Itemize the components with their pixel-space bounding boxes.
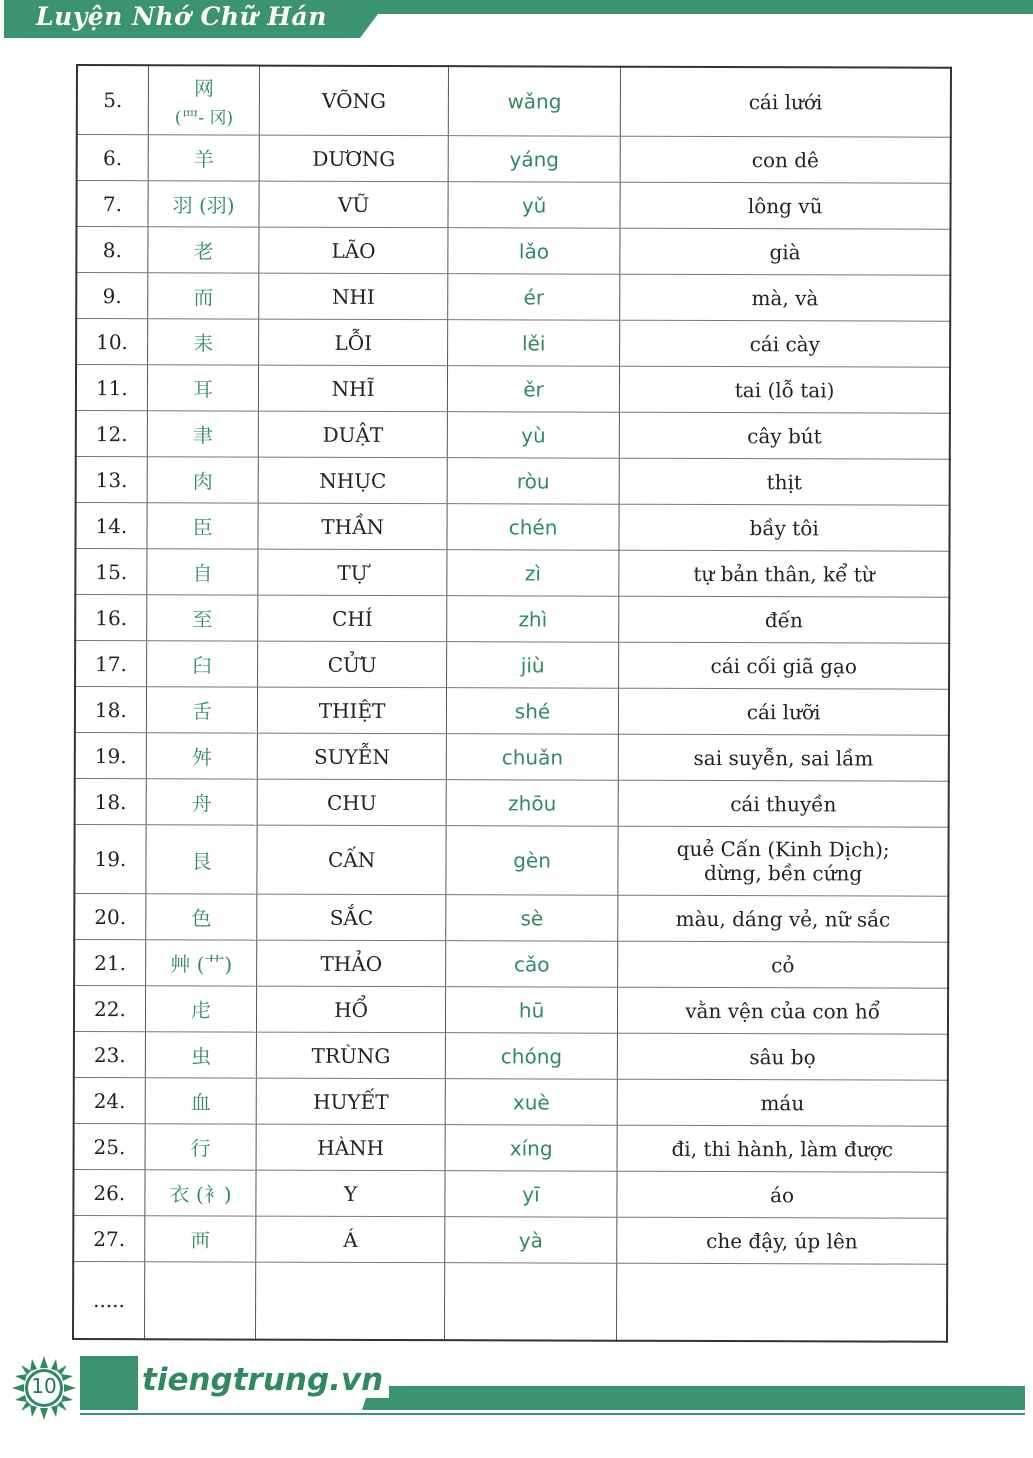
row-number: 19. — [74, 824, 146, 893]
table-row — [75, 641, 949, 690]
page-number: 10 — [31, 1374, 57, 1398]
row-number: 12. — [76, 411, 147, 457]
chinese-character: 虫 — [145, 1032, 257, 1078]
row-number: 10. — [76, 319, 147, 365]
meaning: máu — [617, 1079, 947, 1126]
row-number: 23. — [74, 1031, 145, 1077]
brand-logo: tiengtrung.vn — [140, 1362, 389, 1398]
sino-vietnamese-reading: DƯƠNG — [260, 135, 449, 182]
chinese-character-variant: (罒- 冈) — [174, 108, 234, 129]
sino-vietnamese-reading: TRÙNG — [257, 1032, 446, 1079]
sino-vietnamese-reading: HÀNH — [256, 1124, 445, 1171]
sino-vietnamese-reading: CẤN — [257, 825, 446, 895]
meaning: sai suyễn, sai lầm — [619, 734, 949, 781]
pinyin — [444, 1263, 617, 1341]
sino-vietnamese-reading: NHĨ — [259, 365, 448, 412]
meaning: con dê — [620, 136, 950, 183]
meaning: cái cày — [620, 320, 950, 367]
pinyin: shé — [446, 688, 619, 735]
chinese-character-main: 网 — [193, 76, 215, 101]
table-row — [76, 227, 950, 276]
pinyin: yà — [445, 1217, 618, 1264]
pinyin: lěi — [447, 320, 620, 367]
row-number: 8. — [76, 227, 147, 273]
sino-vietnamese-reading: Á — [256, 1216, 445, 1263]
table-row — [76, 365, 950, 414]
pinyin: yáng — [448, 136, 621, 183]
sino-vietnamese-reading: SẮC — [257, 894, 446, 941]
row-number: 14. — [75, 503, 146, 549]
table-row — [75, 778, 949, 827]
pinyin: chuǎn — [446, 734, 619, 781]
sino-vietnamese-reading: Y — [256, 1170, 445, 1217]
pinyin: jiù — [446, 642, 619, 689]
sino-vietnamese-reading: THIỆT — [258, 687, 447, 734]
pinyin: hū — [445, 987, 618, 1034]
chinese-character: 至 — [146, 595, 258, 641]
row-number: 13. — [76, 457, 147, 503]
chinese-character: 自 — [147, 549, 259, 595]
chinese-character: 血 — [145, 1078, 257, 1124]
table-row — [73, 1261, 947, 1341]
meaning-line: dừng, bền cứng — [703, 860, 863, 886]
meaning: cái thuyền — [618, 780, 948, 827]
table-row — [77, 65, 951, 137]
row-number: 17. — [75, 641, 146, 687]
sino-vietnamese-reading: HUYẾT — [257, 1078, 446, 1125]
sino-vietnamese-reading: TỰ — [258, 549, 447, 596]
chinese-character: 色 — [146, 894, 258, 940]
meaning: cỏ — [618, 941, 948, 988]
row-number: 22. — [74, 985, 145, 1031]
pinyin: sè — [446, 895, 619, 942]
chinese-character: 肉 — [147, 457, 259, 503]
table-row — [74, 1077, 948, 1126]
pinyin: yù — [447, 412, 620, 459]
meaning: màu, dáng vẻ, nữ sắc — [618, 895, 948, 942]
table-row — [76, 273, 950, 322]
chinese-character — [148, 65, 260, 135]
meaning: già — [620, 228, 950, 275]
table-row — [77, 135, 951, 184]
meaning — [617, 1263, 947, 1342]
meaning: cái lưới — [621, 67, 951, 138]
chinese-character: 羊 — [148, 135, 260, 181]
table-row — [75, 503, 949, 552]
sino-vietnamese-reading: LỖI — [259, 319, 448, 366]
footer — [0, 1350, 1033, 1430]
chinese-character: 而 — [147, 273, 259, 319]
meaning: thịt — [619, 458, 949, 505]
meaning: lông vũ — [620, 182, 950, 229]
table-row — [75, 687, 949, 736]
chinese-character: 行 — [145, 1124, 257, 1170]
sino-vietnamese-reading: HỔ — [257, 986, 446, 1033]
chinese-character: 臼 — [146, 641, 258, 687]
pinyin: zì — [447, 550, 620, 597]
chinese-character: 衣 (衤) — [145, 1170, 257, 1216]
row-number: 7. — [76, 181, 147, 227]
chinese-character: 艸 (艹) — [145, 940, 257, 986]
radical-table — [72, 64, 952, 1343]
meaning: đến — [619, 596, 949, 643]
pinyin: ér — [448, 274, 621, 321]
pinyin: zhì — [447, 596, 620, 643]
row-number: 25. — [74, 1123, 145, 1169]
table-row — [73, 1215, 947, 1264]
row-number: 16. — [75, 595, 146, 641]
meaning: áo — [617, 1171, 947, 1218]
meaning: đi, thi hành, làm được — [617, 1125, 947, 1172]
meaning: vằn vện của con hổ — [618, 987, 948, 1034]
sino-vietnamese-reading: VŨ — [259, 181, 448, 228]
table-row — [74, 939, 948, 988]
table-row — [73, 1169, 947, 1218]
pinyin: gèn — [446, 826, 619, 896]
row-number: 27. — [73, 1215, 144, 1261]
chinese-character: 羽 (羽) — [148, 181, 260, 227]
header-band — [0, 0, 1033, 38]
table-row — [74, 985, 948, 1034]
table-row — [74, 1123, 948, 1172]
row-number: 18. — [75, 687, 146, 733]
sino-vietnamese-reading: THẢO — [257, 940, 446, 987]
meaning: sâu bọ — [618, 1033, 948, 1080]
row-number: 26. — [73, 1169, 144, 1215]
chinese-character: 耒 — [147, 319, 259, 365]
meaning: cái lưỡi — [619, 688, 949, 735]
row-number: 9. — [76, 273, 147, 319]
sino-vietnamese-reading: SUYỄN — [258, 733, 447, 780]
pinyin: ròu — [447, 458, 620, 505]
sino-vietnamese-reading: DUẬT — [259, 411, 448, 458]
table-row — [74, 893, 948, 942]
meaning: bầy tôi — [619, 504, 949, 551]
chinese-character: 耳 — [147, 365, 259, 411]
meaning — [618, 826, 948, 896]
sino-vietnamese-reading: CỬU — [258, 641, 447, 688]
meaning: tai (lỗ tai) — [620, 366, 950, 413]
pinyin: yǔ — [448, 182, 621, 229]
page-title: Luyện Nhớ Chữ Hán — [36, 2, 327, 31]
row-number: 15. — [75, 549, 146, 595]
table-row — [76, 181, 950, 230]
table-row — [75, 732, 949, 781]
row-number: ..... — [73, 1261, 145, 1339]
chinese-character: 舛 — [146, 733, 258, 779]
meaning: mà, và — [620, 274, 950, 321]
pinyin: zhōu — [446, 780, 619, 827]
row-number: 24. — [74, 1077, 145, 1123]
table-row — [75, 595, 949, 644]
sino-vietnamese-reading — [256, 1262, 445, 1340]
chinese-character: 老 — [148, 227, 260, 273]
meaning: cái cối giã gạo — [619, 642, 949, 689]
pinyin: xíng — [445, 1125, 618, 1172]
chinese-character: 舟 — [146, 779, 258, 825]
meaning-line: quẻ Cấn (Kinh Dịch); — [676, 836, 890, 862]
pinyin: cǎo — [445, 941, 618, 988]
row-number: 20. — [74, 893, 145, 939]
row-number: 18. — [75, 778, 146, 824]
pinyin: xuè — [445, 1079, 618, 1126]
sino-vietnamese-reading: NHỤC — [259, 457, 448, 504]
sino-vietnamese-reading: CHU — [258, 779, 447, 826]
chinese-character — [144, 1262, 256, 1340]
chinese-character: 聿 — [147, 411, 259, 457]
pinyin: lǎo — [448, 228, 621, 275]
sino-vietnamese-reading: CHÍ — [258, 595, 447, 642]
table-row — [76, 319, 950, 368]
sino-vietnamese-reading: NHI — [259, 273, 448, 320]
pinyin: ěr — [447, 366, 620, 413]
pinyin: chóng — [445, 1033, 618, 1080]
row-number: 11. — [76, 365, 147, 411]
chinese-character: 舌 — [146, 687, 258, 733]
pinyin: yī — [445, 1171, 618, 1218]
table-row — [76, 457, 950, 506]
chinese-character: 艮 — [146, 825, 258, 894]
chinese-character: 臣 — [147, 503, 259, 549]
table-row — [75, 549, 949, 598]
chinese-character: 虍 — [145, 986, 257, 1032]
sino-vietnamese-reading: LÃO — [259, 227, 448, 274]
row-number: 5. — [77, 65, 149, 135]
sino-vietnamese-reading: VÕNG — [260, 66, 449, 136]
row-number: 6. — [77, 135, 148, 181]
meaning: cây bút — [620, 412, 950, 459]
row-number: 21. — [74, 939, 145, 985]
table-row — [76, 411, 950, 460]
pinyin: wǎng — [448, 66, 621, 136]
table-row — [74, 1031, 948, 1080]
chinese-character: 襾 — [145, 1216, 257, 1262]
sino-vietnamese-reading: THẦN — [258, 503, 447, 550]
meaning: che đậy, úp lên — [617, 1217, 947, 1264]
meaning: tự bản thân, kể từ — [619, 550, 949, 597]
pinyin: chén — [447, 504, 620, 551]
row-number: 19. — [75, 732, 146, 778]
table-row — [74, 824, 948, 896]
